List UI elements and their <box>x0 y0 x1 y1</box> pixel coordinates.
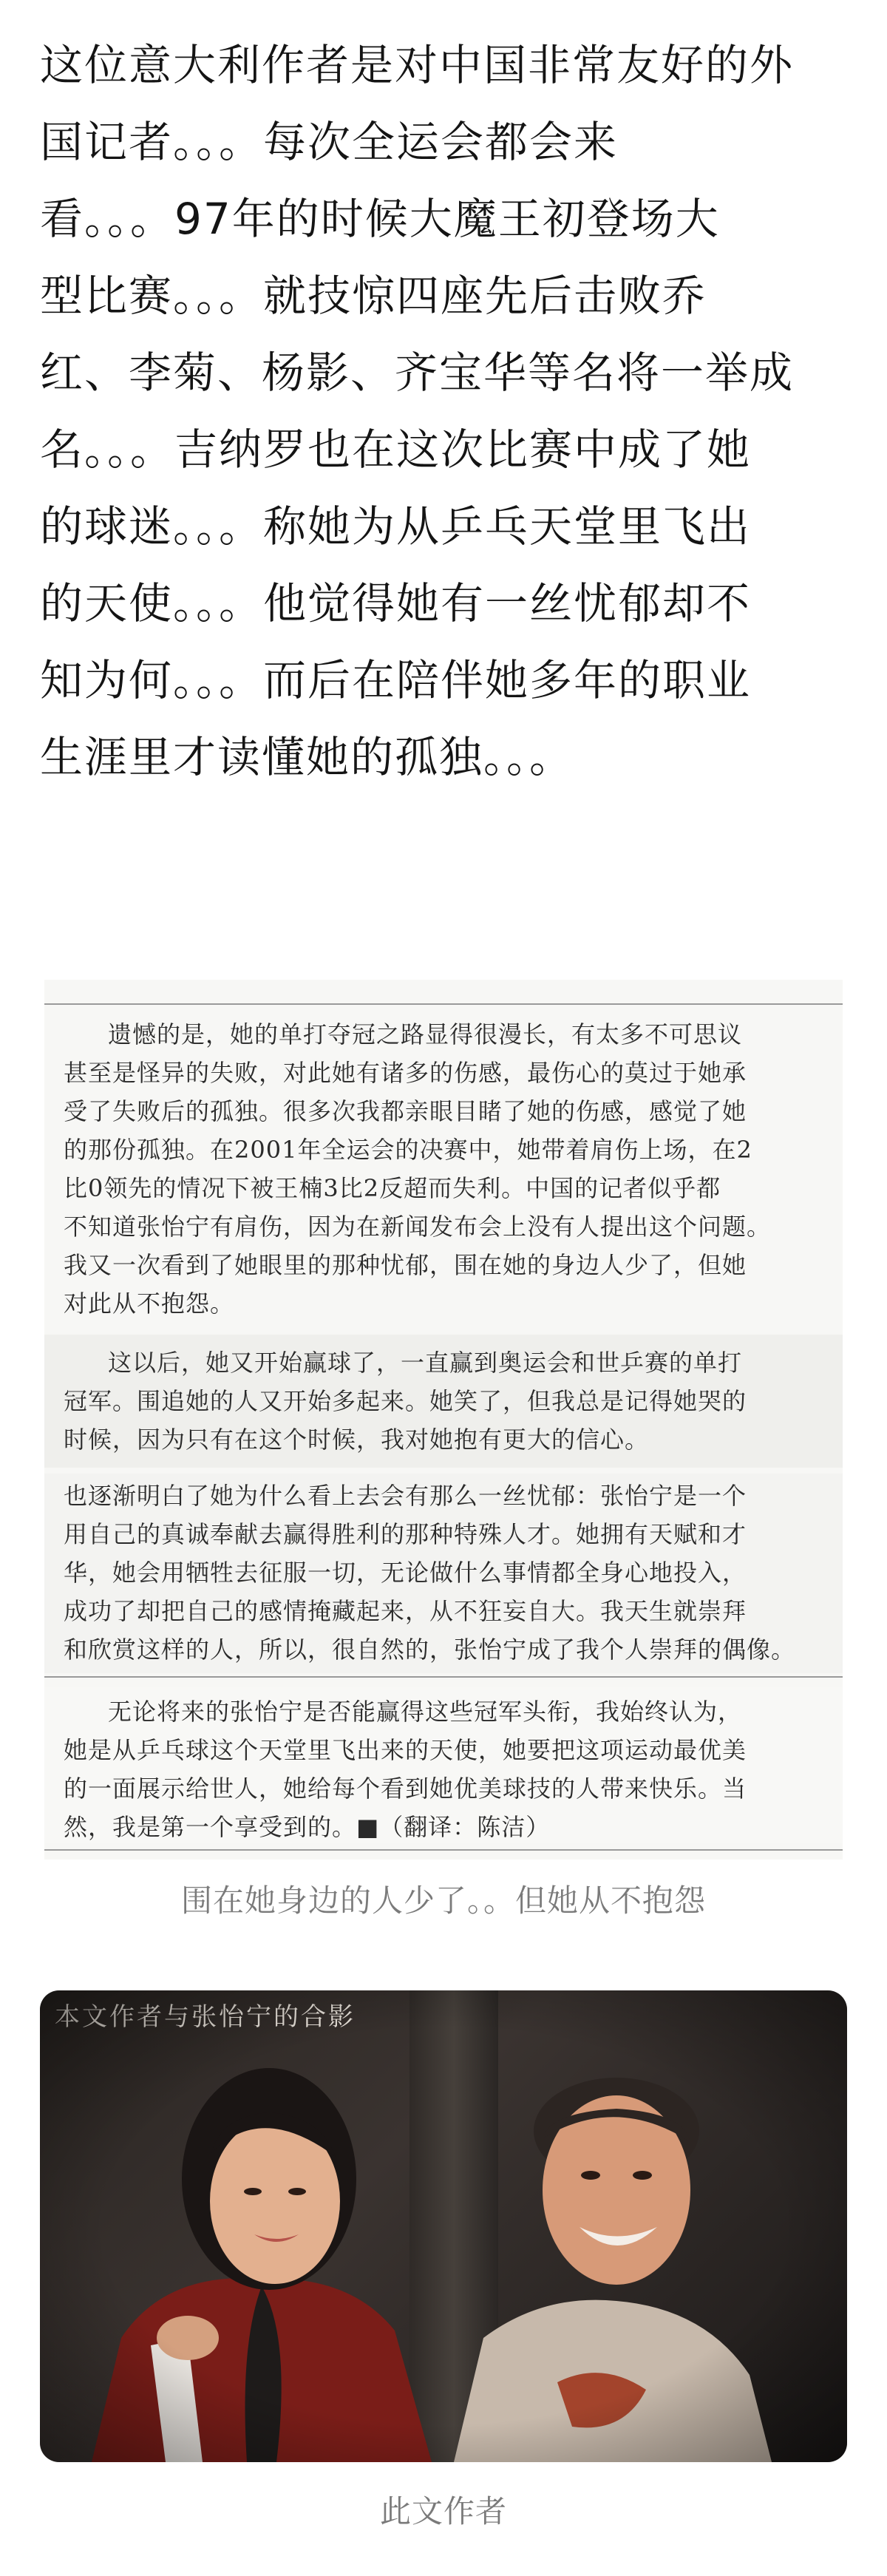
intro-line: 生涯里才读懂她的孤独。。。 <box>40 732 574 782</box>
divider <box>44 1849 843 1851</box>
photo-caption: 此文作者 <box>379 2493 507 2529</box>
scanned-book-page[interactable] <box>44 980 843 1860</box>
intro-line: 型比赛。。。就技惊四座先后击败乔 <box>40 271 707 321</box>
scan-line: 的那份孤独。在2001年全运会的决赛中，她带着肩伤上场，在2 <box>64 1136 752 1164</box>
scan-line: 成功了却把自己的感情掩藏起来，从不狂妄自大。我天生就崇拜 <box>64 1597 747 1625</box>
divider <box>44 1676 843 1678</box>
scan-line: 冠军。围追她的人又开始多起来。她笑了，但我总是记得她哭的 <box>64 1387 747 1415</box>
intro-line: 看。。。97年的时候大魔王初登场大 <box>40 194 720 244</box>
scan-line: 她是从乒乓球这个天堂里飞出来的天使，她要把这项运动最优美 <box>64 1736 747 1764</box>
scan-paragraph-1 <box>64 1015 825 1323</box>
intro-line: 红、李菊、杨影、齐宝华等名将一举成 <box>40 348 795 398</box>
scan-line: 然，我是第一个享受到的。■（翻译：陈洁） <box>64 1813 551 1841</box>
scan-line: 华，她会用牺牲去征服一切，无论做什么事情都全身心地投入， <box>64 1559 747 1587</box>
scan-line: 比0领先的情况下被王楠3比2反超而失利。中国的记者似乎都 <box>64 1174 721 1202</box>
divider <box>44 1003 843 1005</box>
scan-line: 这以后，她又开始赢球了，一直赢到奥运会和世乒赛的单打 <box>108 1349 743 1377</box>
scan-line: 用自己的真诚奉献去赢得胜利的那种特殊人才。她拥有天赋和才 <box>64 1520 747 1548</box>
scan-line: 遗憾的是，她的单打夺冠之路显得很漫长，有太多不可思议 <box>108 1020 743 1048</box>
scan-line: 不知道张怡宁有肩伤，因为在新闻发布会上没有人提出这个问题。 <box>64 1213 772 1241</box>
author-photo[interactable] <box>40 1990 847 2462</box>
scan-paragraph-3 <box>44 1474 843 1673</box>
scan-line: 无论将来的张怡宁是否能赢得这些冠军头衔，我始终认为， <box>108 1698 743 1726</box>
scan-line: 和欣赏这样的人，所以，很自然的，张怡宁成了我个人崇拜的偶像。 <box>64 1636 796 1664</box>
intro-line: 国记者。。。每次全运会都会来 <box>40 117 619 167</box>
intro-line: 知为何。。。而后在陪伴她多年的职业 <box>40 655 752 705</box>
scan-line: 的一面展示给世人，她给每个看到她优美球技的人带来快乐。当 <box>64 1775 747 1803</box>
intro-paragraph <box>40 27 853 796</box>
intro-line: 的天使。。。他觉得她有一丝忧郁却不 <box>40 578 752 628</box>
scan-line: 受了失败后的孤独。很多次我都亲眼目睹了她的伤感，感觉了她 <box>64 1097 747 1125</box>
image-caption: 围在她身边的人少了。。但她从不抱怨 <box>180 1882 706 1919</box>
scan-line: 我又一次看到了她眼里的那种忧郁，围在她的身边人少了，但她 <box>64 1251 747 1279</box>
scan-paragraph-4 <box>44 1687 843 1843</box>
scan-line: 对此从不抱怨。 <box>64 1289 235 1318</box>
intro-line: 的球迷。。。称她为从乒乓天堂里飞出 <box>40 501 752 552</box>
scan-paragraph-2 <box>44 1335 843 1468</box>
intro-line: 名。。。吉纳罗也在这次比赛中成了她 <box>40 424 752 475</box>
scan-line: 时候，因为只有在这个时候，我对她抱有更大的信心。 <box>64 1426 650 1454</box>
scan-line: 也逐渐明白了她为什么看上去会有那么一丝忧郁：张怡宁是一个 <box>64 1482 747 1510</box>
intro-line: 这位意大利作者是对中国非常友好的外 <box>40 40 795 90</box>
photo-illustration <box>40 1990 847 2462</box>
scan-line: 甚至是怪异的失败，对此她有诸多的伤感，最伤心的莫过于她承 <box>64 1059 747 1087</box>
